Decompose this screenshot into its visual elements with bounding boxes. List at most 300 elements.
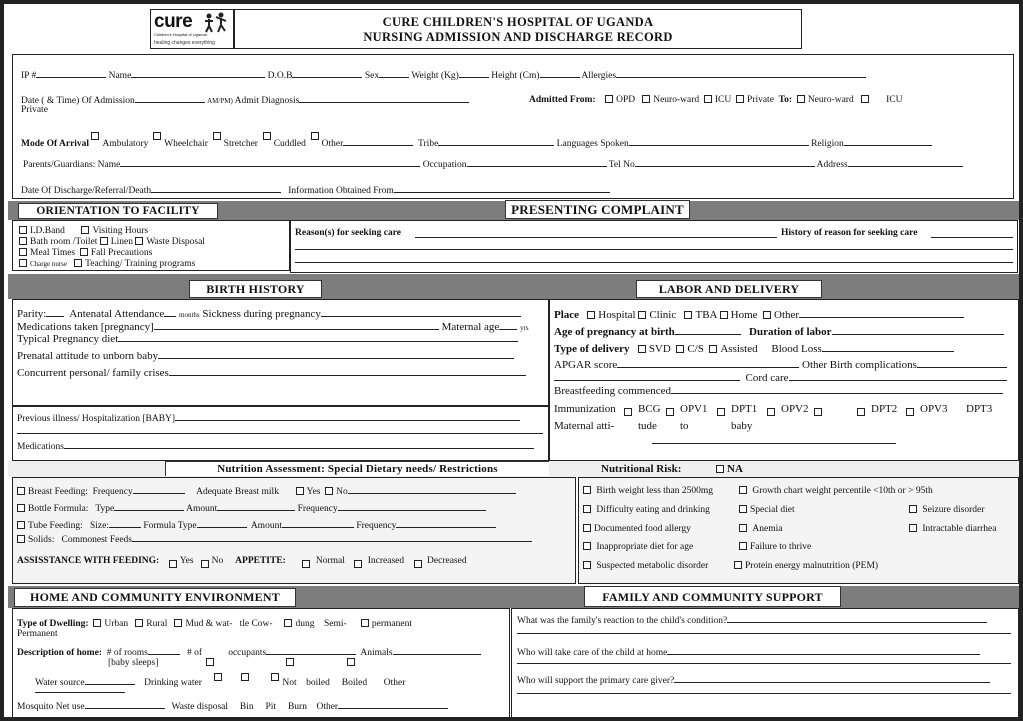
apgar-label: APGAR score — [554, 359, 618, 371]
crises-field[interactable] — [169, 368, 526, 376]
labor-section — [549, 299, 1019, 461]
crises-row — [17, 368, 526, 379]
assisted-checkbox[interactable] — [709, 345, 717, 353]
languages-field[interactable] — [629, 138, 809, 146]
mosquito-row — [17, 701, 448, 713]
attitude-field[interactable] — [158, 351, 514, 359]
semi-permanent-checkbox[interactable] — [361, 619, 369, 627]
reasons-line[interactable] — [415, 237, 777, 238]
type-label: Type of delivery — [554, 343, 630, 355]
medications-label: Medications — [17, 442, 64, 452]
adequate-field[interactable] — [348, 486, 516, 494]
crises-label: Concurrent personal/ family crises — [17, 367, 169, 379]
opd-checkbox[interactable] — [605, 95, 613, 103]
support-label: Who will support the primary care giver? — [517, 676, 675, 686]
formula-type-field[interactable] — [197, 520, 247, 528]
assist-label: ASSISSTANCE WITH FEEDING: — [17, 556, 160, 566]
antenatal-field[interactable] — [164, 309, 176, 317]
ip-label: IP # — [21, 71, 37, 81]
clinic-label: Clinic — [649, 309, 677, 321]
apgar-field[interactable] — [617, 360, 799, 368]
address-label: Address — [816, 160, 848, 170]
breastfeeding-field[interactable] — [671, 386, 1003, 394]
cs-label: C/S — [687, 343, 704, 355]
other-place-label: Other — [774, 309, 800, 321]
waste-other-field[interactable] — [338, 701, 448, 709]
place-row — [554, 310, 964, 321]
bw-label: Birth weight less than 2500mg — [596, 486, 714, 496]
sex-label: Sex — [364, 71, 380, 81]
formula-type-label: Formula Type — [143, 521, 197, 531]
ambulatory-checkbox[interactable] — [91, 132, 99, 140]
water-field[interactable] — [85, 677, 135, 685]
dpt2-label: DPT2 — [871, 403, 898, 415]
form-title — [234, 9, 802, 49]
meds-field[interactable] — [154, 322, 439, 330]
meds-row — [17, 322, 529, 333]
fall-checkbox[interactable] — [80, 248, 88, 256]
to-neuro-ward-checkbox[interactable] — [797, 95, 805, 103]
birth-history-title: BIRTH HISTORY — [189, 280, 322, 298]
tube-label: Tube Feeding: — [28, 521, 83, 531]
opv1-checkbox[interactable] — [666, 408, 674, 416]
allergy-label: Documented food allergy — [594, 524, 691, 534]
bottle-label: Bottle Formula: — [28, 504, 89, 514]
visiting-checkbox[interactable] — [81, 226, 89, 234]
bottle-type-field[interactable] — [114, 503, 184, 511]
antenatal-label: Antenatal Attendance — [69, 308, 165, 320]
prev-illness-row — [17, 413, 520, 425]
orientation-section — [12, 220, 290, 271]
bcg-checkbox[interactable] — [624, 408, 632, 416]
neuro-ward-label: Neuro-ward — [653, 95, 700, 105]
nutrition-title: Nutrition Assessment: Special Dietary needs/ Restrictions — [165, 461, 549, 476]
duration-field[interactable] — [832, 327, 1004, 335]
occupation-label: Occupation — [422, 160, 467, 170]
not-boiled-checkbox[interactable] — [271, 673, 279, 681]
opv1-label: OPV1 — [680, 403, 708, 415]
parity-label: Parity: — [17, 308, 47, 320]
semi-label: Semi- — [323, 619, 347, 629]
assist-no-checkbox[interactable] — [201, 560, 209, 568]
tube-size-field[interactable] — [109, 520, 141, 528]
drinking-checkbox-1[interactable] — [214, 673, 222, 681]
dpt2-checkbox[interactable] — [857, 408, 865, 416]
allergies-label: Allergies — [581, 71, 617, 81]
tba-checkbox[interactable] — [684, 311, 692, 319]
drinking-label: Drinking water — [144, 678, 202, 688]
dpt2-checkbox-wrap — [857, 408, 868, 419]
cord-field[interactable] — [789, 373, 1007, 381]
hospital-logo — [150, 9, 234, 49]
bw-checkbox[interactable] — [583, 486, 591, 494]
age-preg-field[interactable] — [675, 327, 741, 335]
rural-checkbox[interactable] — [135, 619, 143, 627]
medications-field[interactable] — [64, 441, 534, 449]
sex-field[interactable] — [379, 70, 409, 78]
mode-of-arrival-row — [21, 132, 932, 150]
patient-info-row2 — [21, 95, 469, 107]
wheelchair-label: Wheelchair — [164, 139, 208, 149]
allergy-checkbox[interactable] — [583, 524, 591, 532]
diet-field[interactable] — [118, 334, 518, 342]
opv3-checkbox[interactable] — [906, 408, 914, 416]
tude-label: tude — [638, 420, 657, 432]
support-field[interactable] — [674, 675, 990, 683]
opv2-label: OPV2 — [781, 403, 809, 415]
pem-label: Protein energy malnutrition (PEM) — [745, 561, 879, 571]
tel-label: Tel No — [608, 160, 635, 170]
visiting-label: Visiting Hours — [92, 226, 149, 236]
bottle-checkbox[interactable] — [17, 504, 25, 512]
permanent-label: permanent — [371, 619, 412, 629]
dpt3-label: DPT3 — [966, 403, 993, 415]
solids-row — [17, 534, 532, 546]
info-from-field[interactable] — [394, 185, 610, 193]
age-preg-row — [554, 327, 1004, 338]
increased-label: Increased — [367, 556, 405, 566]
solids-checkbox[interactable] — [17, 535, 25, 543]
allergy-item — [583, 524, 691, 535]
growth-label: Growth chart weight percentile <10th or > 95th — [752, 486, 933, 496]
difficulty-label: Difficulty eating and drinking — [596, 505, 710, 515]
maternal-attitude-line[interactable] — [652, 443, 896, 444]
baby-sleeps-checkbox[interactable] — [206, 658, 214, 666]
reaction-line-2[interactable] — [517, 633, 1011, 634]
urban-label: Urban — [104, 619, 129, 629]
opv2-checkbox[interactable] — [767, 408, 775, 416]
tba-label: TBA — [695, 309, 717, 321]
anemia-checkbox[interactable] — [739, 524, 747, 532]
to-neuro-ward-label: Neuro-ward — [807, 95, 854, 105]
svd-checkbox[interactable] — [638, 345, 646, 353]
stretcher-checkbox[interactable] — [213, 132, 221, 140]
animals-field[interactable] — [393, 647, 481, 655]
not-label: Not — [282, 678, 297, 688]
opv2-checkbox-wrap — [767, 408, 778, 419]
cord-label: Cord care — [745, 372, 789, 384]
tube-row — [17, 520, 496, 532]
inappropriate-label: Inappropriate diet for age — [596, 542, 694, 552]
logo-word: cure — [154, 11, 193, 32]
breastfeeding-label: Breastfeeding commenced — [554, 385, 671, 397]
dpt1-checkbox[interactable] — [717, 408, 725, 416]
water-source-line[interactable] — [35, 692, 125, 693]
difficulty-checkbox[interactable] — [583, 505, 591, 513]
history-line[interactable] — [931, 237, 1013, 238]
decreased-label: Decreased — [427, 556, 467, 566]
info-from-label: Information Obtained From — [288, 186, 394, 196]
assist-yes-checkbox[interactable] — [169, 560, 177, 568]
opv3-label: OPV3 — [920, 403, 948, 415]
tube-checkbox[interactable] — [17, 521, 25, 529]
other-arrival-checkbox[interactable] — [311, 132, 319, 140]
parents-row — [23, 159, 963, 171]
maternal-atti-label: Maternal atti- — [554, 420, 615, 432]
assist-no-label: No — [211, 556, 224, 566]
orientation-row1 — [19, 226, 148, 237]
reaction-field[interactable] — [727, 615, 987, 623]
support-line-2[interactable] — [517, 693, 1011, 694]
address-field[interactable] — [848, 159, 963, 167]
drinking-checkbox-2[interactable] — [241, 673, 249, 681]
clinic-checkbox[interactable] — [638, 311, 646, 319]
special-item — [739, 505, 795, 516]
months-label: months — [179, 311, 200, 319]
bathroom-checkbox[interactable] — [19, 237, 27, 245]
seizure-checkbox[interactable] — [909, 505, 917, 513]
breastfeeding-row — [554, 386, 1003, 397]
ampm-label: AM/PM) — [207, 97, 233, 105]
difficulty-item — [583, 505, 710, 516]
name-field[interactable] — [131, 70, 265, 78]
family-section — [511, 608, 1019, 718]
height-field[interactable] — [540, 70, 580, 78]
bottle-row — [17, 503, 486, 515]
dpt1-checkbox-wrap — [717, 408, 728, 419]
ip-field[interactable] — [36, 70, 106, 78]
diarrhea-label: Intractable diarrhea — [922, 524, 997, 534]
pem-item — [734, 561, 878, 572]
mud-checkbox[interactable] — [174, 619, 182, 627]
metabolic-checkbox[interactable] — [583, 561, 591, 569]
fall-label: Fall Precautions — [90, 248, 153, 258]
cuddled-label: Cuddled — [273, 139, 306, 149]
medications-row — [17, 441, 534, 453]
mosquito-field[interactable] — [85, 701, 165, 709]
tube-amount-label: Amount — [250, 521, 282, 531]
rooms-label: # of rooms — [106, 648, 148, 658]
parity-field[interactable] — [46, 309, 64, 317]
adequate-yes-checkbox[interactable] — [296, 487, 304, 495]
metabolic-label: Suspected metabolic disorder — [596, 561, 709, 571]
care-field[interactable] — [667, 647, 980, 655]
opv2b-checkbox-wrap — [814, 408, 825, 419]
rooms-field[interactable] — [148, 647, 180, 655]
commonest-field[interactable] — [132, 534, 532, 542]
patient-info-row1 — [21, 70, 866, 82]
maternal-age-field[interactable] — [499, 322, 517, 330]
charge-checkbox[interactable] — [19, 259, 27, 267]
bottle-frequency-field[interactable] — [338, 503, 486, 511]
svd-label: SVD — [648, 343, 671, 355]
complications-field[interactable] — [917, 360, 1007, 368]
opv2-extra-checkbox[interactable] — [814, 408, 822, 416]
waste-checkbox[interactable] — [135, 237, 143, 245]
mud-label: Mud & wat- — [185, 619, 233, 629]
admit-diagnosis-field[interactable] — [299, 95, 469, 103]
wheelchair-checkbox[interactable] — [153, 132, 161, 140]
dob-field[interactable] — [292, 70, 362, 78]
tube-frequency-label: Frequency — [356, 521, 397, 531]
ambulatory-label: Ambulatory — [102, 139, 149, 149]
burn-label: Burn — [287, 702, 307, 712]
animals-label: Animals — [360, 648, 393, 658]
discharge-label: Date Of Discharge/Referral/Death — [21, 186, 152, 196]
adequate-no-checkbox[interactable] — [325, 487, 333, 495]
growth-item — [739, 486, 933, 497]
water-label: Water source — [35, 678, 85, 688]
pit-label: Pit — [265, 702, 277, 712]
linen-checkbox[interactable] — [100, 237, 108, 245]
dpt1-label: DPT1 — [731, 403, 758, 415]
weight-field[interactable] — [459, 70, 489, 78]
breast-feeding-checkbox[interactable] — [17, 487, 25, 495]
prev-illness-line[interactable] — [17, 433, 543, 434]
age-preg-label: Age of pregnancy at birth — [554, 326, 675, 338]
delivery-type-row — [554, 344, 954, 355]
of-label: # of — [187, 648, 203, 658]
meal-checkbox[interactable] — [19, 248, 27, 256]
water-row — [35, 673, 405, 689]
diarrhea-item — [909, 524, 996, 535]
increased-checkbox[interactable] — [354, 560, 362, 568]
reasons-label: Reason(s) for seeking care — [295, 228, 401, 238]
occupants-checkbox[interactable] — [286, 658, 294, 666]
private-checkbox[interactable] — [736, 95, 744, 103]
nutrition-section — [12, 477, 576, 584]
adequate-yes-label: Yes — [306, 487, 321, 497]
occupation-field[interactable] — [467, 159, 607, 167]
cow-label: Cow- — [251, 619, 273, 629]
cuddled-checkbox[interactable] — [263, 132, 271, 140]
hospital-checkbox[interactable] — [587, 311, 595, 319]
charge-label: Charge nurse — [30, 260, 67, 268]
rural-label: Rural — [146, 619, 168, 629]
tube-frequency-field[interactable] — [396, 520, 496, 528]
permanent-label-2: Permanent — [17, 629, 58, 639]
admit-diagnosis-label: Admit Diagnosis — [234, 96, 300, 106]
teaching-checkbox[interactable] — [74, 259, 82, 267]
title-record: NURSING ADMISSION AND DISCHARGE RECORD — [363, 30, 673, 44]
bf-frequency-field[interactable] — [133, 486, 185, 494]
languages-label: Languages Spoken — [556, 139, 629, 149]
complaint-section — [290, 220, 1018, 273]
tribe-field[interactable] — [438, 138, 554, 146]
decreased-checkbox[interactable] — [414, 560, 422, 568]
tube-size-label: Size: — [89, 521, 109, 531]
to-label: To: — [778, 95, 793, 105]
linen-label: Linen — [110, 237, 133, 247]
diet-label: Typical Pregnancy diet — [17, 333, 119, 345]
religion-field[interactable] — [844, 138, 932, 146]
dwelling-label: Type of Dwelling: — [17, 619, 89, 629]
boiled-2-label: Boiled — [341, 678, 368, 688]
animals-checkbox[interactable] — [347, 658, 355, 666]
home-section — [12, 608, 510, 718]
parents-field[interactable] — [120, 159, 420, 167]
tube-amount-field[interactable] — [282, 520, 354, 528]
complications-label: Other Birth complications — [802, 359, 917, 371]
bottle-amount-field[interactable] — [217, 503, 295, 511]
risk-title: Nutritional Risk: — [601, 463, 682, 475]
neuro-ward-checkbox[interactable] — [642, 95, 650, 103]
failure-checkbox[interactable] — [739, 542, 747, 550]
to-icu-checkbox[interactable] — [861, 95, 869, 103]
maternal-age-label: Maternal age — [441, 321, 500, 333]
icu-checkbox[interactable] — [704, 95, 712, 103]
apgar-continued-line[interactable] — [554, 373, 740, 381]
desc-label: Description of home: — [17, 648, 102, 658]
band-birth-labor — [8, 274, 1019, 299]
growth-checkbox[interactable] — [739, 486, 747, 494]
inappropriate-checkbox[interactable] — [583, 542, 591, 550]
discharge-field[interactable] — [151, 185, 281, 193]
occupants-field[interactable] — [266, 647, 356, 655]
baby-sleeps-label: [baby sleeps] — [108, 658, 159, 668]
other-place-field[interactable] — [799, 310, 964, 318]
stretcher-label: Stretcher — [223, 139, 258, 149]
allergies-field[interactable] — [616, 70, 866, 78]
admission-date-label: Date ( & Time) Of Admission — [21, 96, 135, 106]
name-label: Name — [108, 71, 132, 81]
dob-label: D.O.B — [267, 71, 293, 81]
to-label: to — [680, 420, 689, 432]
title-hospital: CURE CHILDREN'S HOSPITAL OF UGANDA — [382, 15, 654, 29]
weight-label: Weight (Kg) — [411, 71, 459, 81]
care-row — [517, 647, 980, 659]
cow-dung-checkbox[interactable] — [284, 619, 292, 627]
metabolic-item — [583, 561, 708, 572]
urban-checkbox[interactable] — [93, 619, 101, 627]
seizure-label: Seizure disorder — [922, 505, 985, 515]
special-label: Special diet — [750, 505, 795, 515]
yrs-label: yrs — [520, 324, 529, 332]
pem-checkbox[interactable] — [734, 561, 742, 569]
support-row — [517, 675, 990, 687]
cs-checkbox[interactable] — [676, 345, 684, 353]
other-arrival-field[interactable] — [343, 138, 413, 146]
occupants-label: occupants — [228, 648, 267, 658]
id-band-checkbox[interactable] — [19, 226, 27, 234]
tribe-label: Tribe — [418, 139, 439, 149]
na-row — [716, 464, 743, 475]
prev-illness-field[interactable] — [175, 413, 520, 421]
bathroom-label: Bath room /Toilet — [30, 237, 98, 247]
family-title: FAMILY AND COMMUNITY SUPPORT — [584, 586, 841, 607]
tel-field[interactable] — [635, 159, 815, 167]
care-line-2[interactable] — [517, 663, 1011, 664]
duration-label: Duration of labor — [749, 326, 832, 338]
waste-other-label: Other — [316, 702, 339, 712]
discharge-row — [21, 185, 610, 197]
private-label: Private — [747, 95, 774, 105]
place-label: Place — [554, 309, 580, 321]
seizure-item — [909, 505, 984, 516]
nutritional-risk-section — [578, 477, 1019, 584]
normal-checkbox[interactable] — [302, 560, 310, 568]
hospital-label: Hospital — [598, 309, 636, 321]
diarrhea-checkbox[interactable] — [909, 524, 917, 532]
na-label: NA — [727, 463, 743, 475]
other-place-checkbox[interactable] — [763, 311, 771, 319]
opv1-checkbox-wrap — [666, 408, 677, 419]
assisted-label: Assisted — [720, 343, 758, 355]
parity-row — [17, 309, 521, 320]
special-checkbox[interactable] — [739, 505, 747, 513]
reaction-label: What was the family's reaction to the child's condition? — [517, 616, 728, 626]
complaint-line-3[interactable] — [295, 262, 1013, 263]
complaint-line-2[interactable] — [295, 249, 1013, 250]
boiled-label: boiled — [306, 678, 330, 688]
to-icu-label: ICU — [886, 95, 903, 105]
adequate-label: Adequate Breast milk — [196, 487, 279, 497]
home-checkbox[interactable] — [720, 311, 728, 319]
admission-date-field[interactable] — [135, 95, 205, 103]
na-checkbox[interactable] — [716, 465, 724, 473]
sickness-field[interactable] — [321, 309, 521, 317]
blood-loss-field[interactable] — [822, 344, 954, 352]
